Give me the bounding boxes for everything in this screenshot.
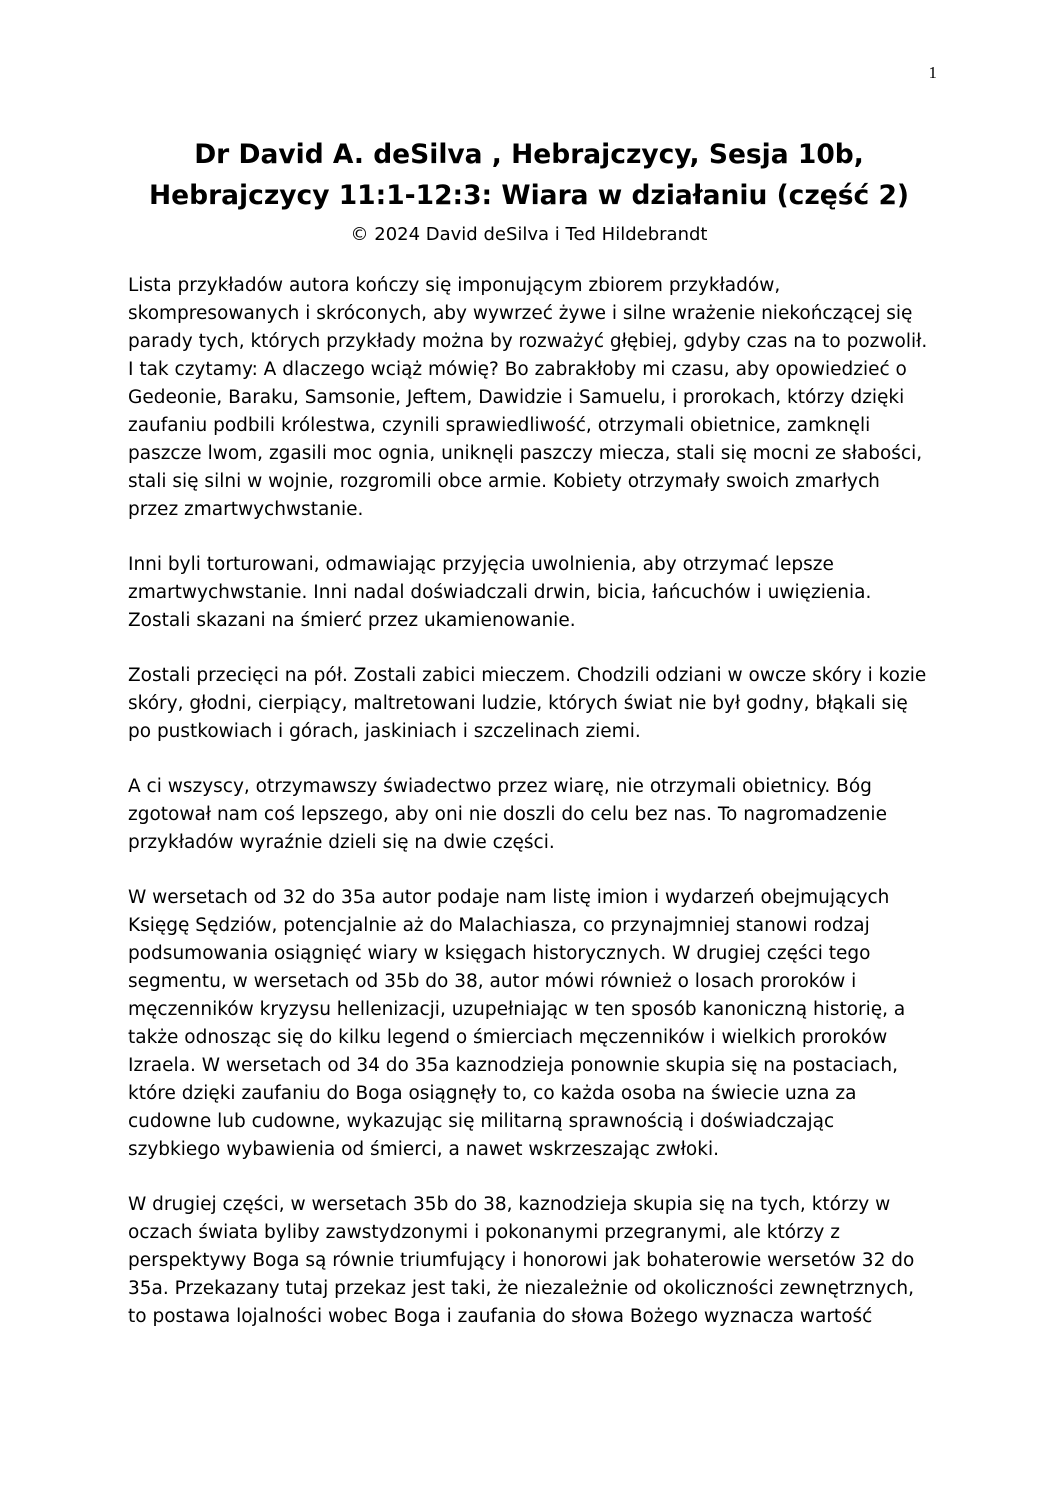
paragraph-line: Księgę Sędziów, potencjalnie aż do Malachiasza, co przynajmniej stanowi rodzaj <box>128 915 870 936</box>
paragraph <box>128 662 948 746</box>
paragraph-line: zgotował nam coś lepszego, aby oni nie doszli do celu bez nas. To nagromadzenie <box>128 804 887 825</box>
paragraph-line: skóry, głodni, cierpiący, maltretowani ludzie, których świat nie był godny, błąkali się <box>128 693 908 714</box>
document-body <box>128 272 948 1358</box>
paragraph-line: Inni byli torturowani, odmawiając przyjęcia uwolnienia, aby otrzymać lepsze <box>128 554 834 575</box>
page-title <box>100 134 958 216</box>
paragraph-line: segmentu, w wersetach od 35b do 38, autor mówi również o losach proroków i <box>128 971 857 992</box>
paragraph-line: perspektywy Boga są równie triumfujący i honorowi jak bohaterowie wersetów 32 do <box>128 1250 915 1271</box>
paragraph-line: stali się silni w wojnie, rozgromili obce armie. Kobiety otrzymały swoich zmarłych <box>128 471 880 492</box>
paragraph <box>128 884 948 1164</box>
paragraph <box>128 551 948 635</box>
paragraph-line: parady tych, których przykłady można by rozważyć głębiej, gdyby czas na to pozwolił. <box>128 331 928 352</box>
paragraph <box>128 272 948 524</box>
paragraph-line: po pustkowiach i górach, jaskiniach i szczelinach ziemi. <box>128 721 641 742</box>
paragraph-line: Gedeonie, Baraku, Samsonie, Jeftem, Dawidzie i Samuelu, i prorokach, którzy dzięki <box>128 387 905 408</box>
paragraph-line: przykładów wyraźnie dzieli się na dwie części. <box>128 832 555 853</box>
paragraph-line: oczach świata byliby zawstydzonymi i pokonanymi przegranymi, ale którzy z <box>128 1222 840 1243</box>
paragraph <box>128 1191 948 1331</box>
paragraph-line: męczenników kryzysu hellenizacji, uzupełniając w ten sposób kanoniczną historię, a <box>128 999 906 1020</box>
paragraph-line: 35a. Przekazany tutaj przekaz jest taki, że niezależnie od okoliczności zewnętrznych, <box>128 1278 914 1299</box>
title-line: Hebrajczycy 11:1-12:3: Wiara w działaniu (część 2) <box>148 180 910 211</box>
paragraph-line: Izraela. W wersetach od 34 do 35a kaznodzieja ponownie skupia się na postaciach, <box>128 1055 898 1076</box>
paragraph-line: przez zmartwychwstanie. <box>128 499 364 520</box>
paragraph <box>128 773 948 857</box>
paragraph-line: które dzięki zaufaniu do Boga osiągnęły to, co każda osoba na świecie uzna za <box>128 1083 857 1104</box>
page-number: 1 <box>928 63 937 82</box>
title-line: Dr David A. deSilva , Hebrajczycy, Sesja 10b, <box>194 139 864 170</box>
paragraph-line: A ci wszyscy, otrzymawszy świadectwo przez wiarę, nie otrzymali obietnicy. Bóg <box>128 776 872 797</box>
copyright-notice: © 2024 David deSilva i Ted Hildebrandt <box>350 224 708 245</box>
paragraph-line: podsumowania osiągnięć wiary w księgach historycznych. W drugiej części tego <box>128 943 871 964</box>
paragraph-line: I tak czytamy: A dlaczego wciąż mówię? Bo zabrakłoby mi czasu, aby opowiedzieć o <box>128 359 907 380</box>
paragraph-line: szybkiego wybawienia od śmierci, a nawet wskrzeszając zwłoki. <box>128 1139 719 1160</box>
paragraph-line: zmartwychwstanie. Inni nadal doświadczali drwin, bicia, łańcuchów i uwięzienia. <box>128 582 872 603</box>
paragraph-line: to postawa lojalności wobec Boga i zaufania do słowa Bożego wyznacza wartość <box>128 1306 873 1327</box>
paragraph-line: cudowne lub cudowne, wykazując się militarną sprawnością i doświadczając <box>128 1111 835 1132</box>
paragraph-line: także odnosząc się do kilku legend o śmierciach męczenników i wielkich proroków <box>128 1027 888 1048</box>
paragraph-line: Zostali przecięci na pół. Zostali zabici mieczem. Chodzili odziani w owcze skóry i kozie <box>128 665 927 686</box>
paragraph-line: skompresowanych i skróconych, aby wywrzeć żywe i silne wrażenie niekończącej się <box>128 303 913 324</box>
paragraph-line: zaufaniu podbili królestwa, czynili sprawiedliwość, otrzymali obietnice, zamknęli <box>128 415 871 436</box>
paragraph-line: W wersetach od 32 do 35a autor podaje nam listę imion i wydarzeń obejmujących <box>128 887 890 908</box>
paragraph-line: paszcze lwom, zgasili moc ognia, uniknęli paszczy miecza, stali się mocni ze słabości, <box>128 443 923 464</box>
paragraph-line: Zostali skazani na śmierć przez ukamienowanie. <box>128 610 576 631</box>
paragraph-line: W drugiej części, w wersetach 35b do 38, kaznodzieja skupia się na tych, którzy w <box>128 1194 891 1215</box>
paragraph-line: Lista przykładów autora kończy się imponującym zbiorem przykładów, <box>128 275 781 296</box>
